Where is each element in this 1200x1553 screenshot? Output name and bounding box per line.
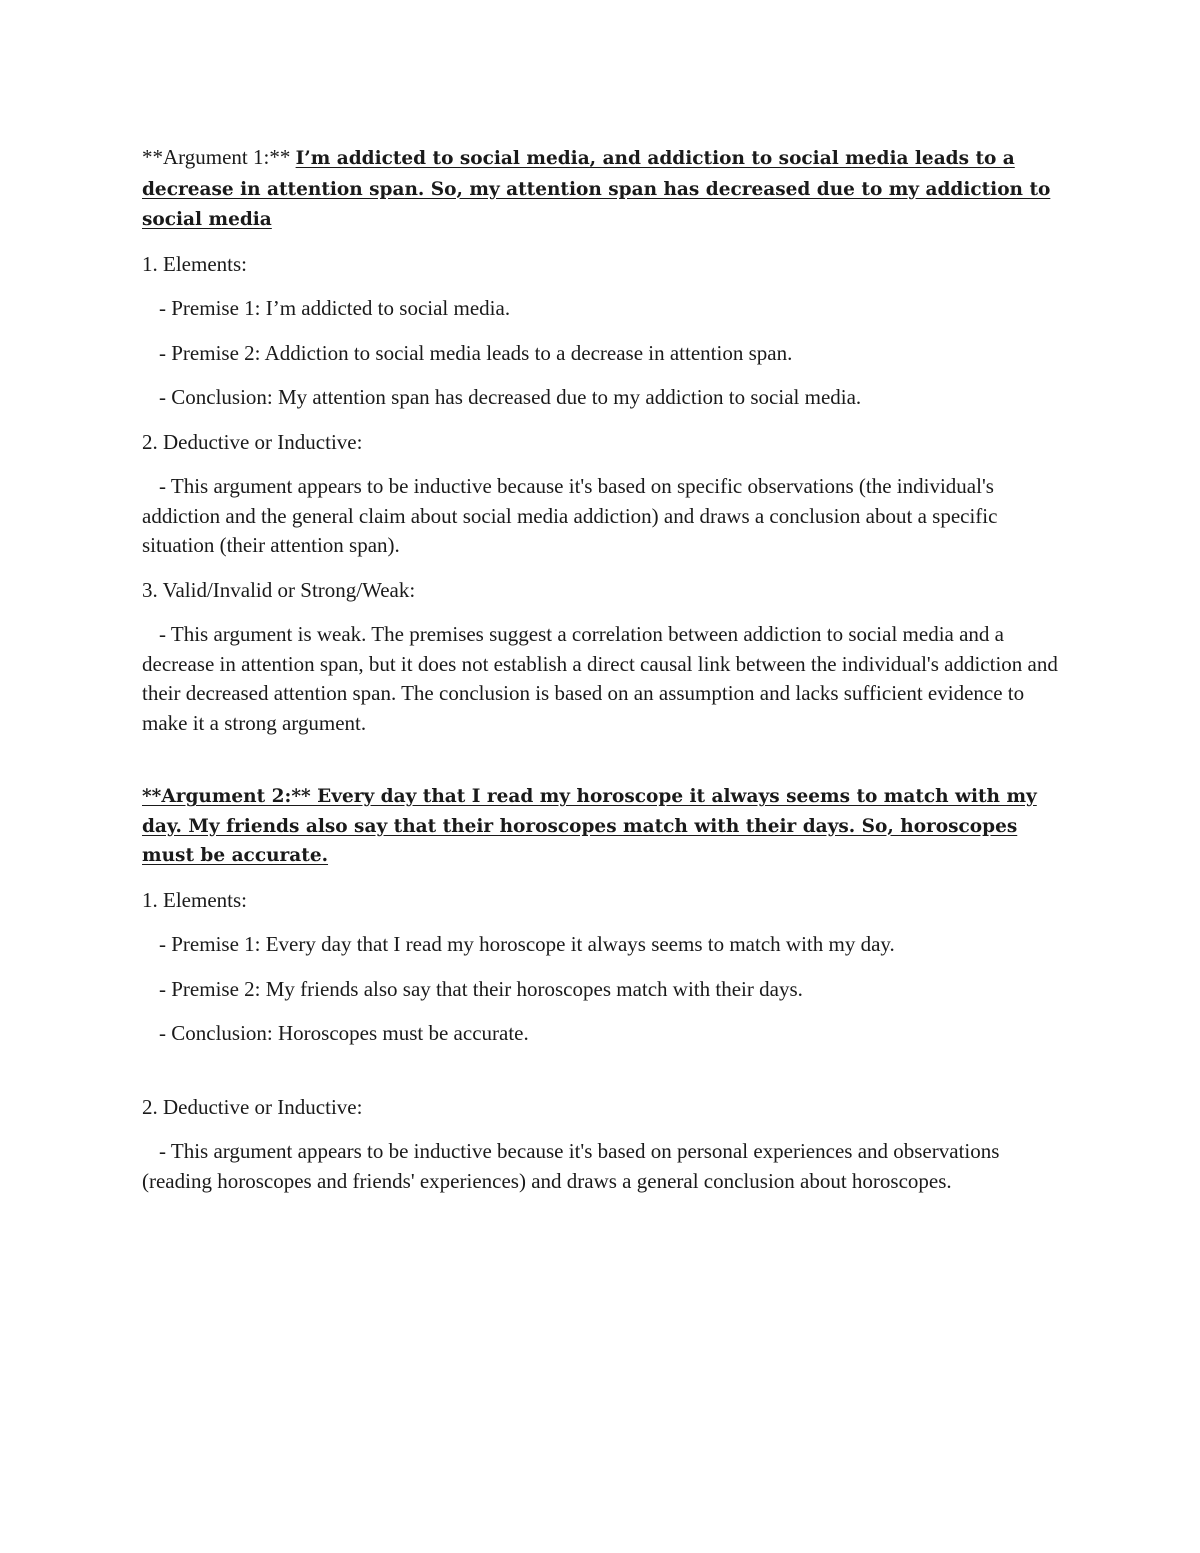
argument-1-deductive-text: [142, 472, 1062, 561]
argument-2-premise-1: - Premise 1: Every day that I read my horoscope it always seems to match with my day.: [159, 932, 895, 956]
argument-1-validity-text: [142, 620, 1062, 738]
argument-2-premise-2: - Premise 2: My friends also say that their horoscopes match with their days.: [159, 976, 803, 1001]
argument-1-deductive-heading: 2. Deductive or Inductive:: [142, 429, 363, 454]
argument-1-elements-heading: 1. Elements:: [142, 251, 247, 276]
document-page: [142, 143, 1062, 1211]
argument-1-validity-body: - This argument is weak. The premises suggest a correlation between addiction to social media and a decrease in attention span, but it does not establish a direct causal link between the individual's addiction and their decreased attention span. The conclusion is based on an assumption and lacks sufficient evidence to make it a strong argument.: [142, 622, 1058, 735]
argument-2-elements-heading: 1. Elements:: [142, 887, 247, 912]
argument-1-heading: [142, 143, 1062, 235]
argument-1-premise-1: - Premise 1: I’m addicted to social media.: [159, 296, 511, 320]
argument-1-statement: I’m addicted to social media, and addiction to social media leads to a decrease in attention span. So, my attention span has decreased due to my addiction to social media: [142, 148, 1051, 230]
argument-2-heading: **Argument 2:** Every day that I read my horoscope it always seems to match with my day. My friends also say that their horoscopes match with their days. So, horoscopes must be accurate.: [142, 786, 1037, 866]
argument-2-deductive-text: [142, 1137, 1062, 1196]
argument-1-prefix: **Argument 1:**: [142, 145, 296, 169]
argument-2-deductive-body: - This argument appears to be inductive because it's based on personal experiences and observations (reading horoscopes and friends' experiences) and draws a general conclusion about horoscopes.: [142, 1139, 1000, 1193]
argument-1-premise-2: - Premise 2: Addiction to social media leads to a decrease in attention span.: [159, 340, 793, 365]
argument-1-deductive-body: - This argument appears to be inductive because it's based on specific observations (the individual's addiction and the general claim about social media addiction) and draws a conclusion about a specific situation (their attention span).: [142, 474, 998, 557]
argument-2-conclusion: - Conclusion: Horoscopes must be accurate.: [159, 1021, 529, 1045]
argument-1-validity-heading: 3. Valid/Invalid or Strong/Weak:: [142, 577, 416, 602]
argument-2-deductive-heading: 2. Deductive or Inductive:: [142, 1094, 363, 1119]
argument-1-conclusion: - Conclusion: My attention span has decreased due to my addiction to social media.: [159, 385, 862, 409]
